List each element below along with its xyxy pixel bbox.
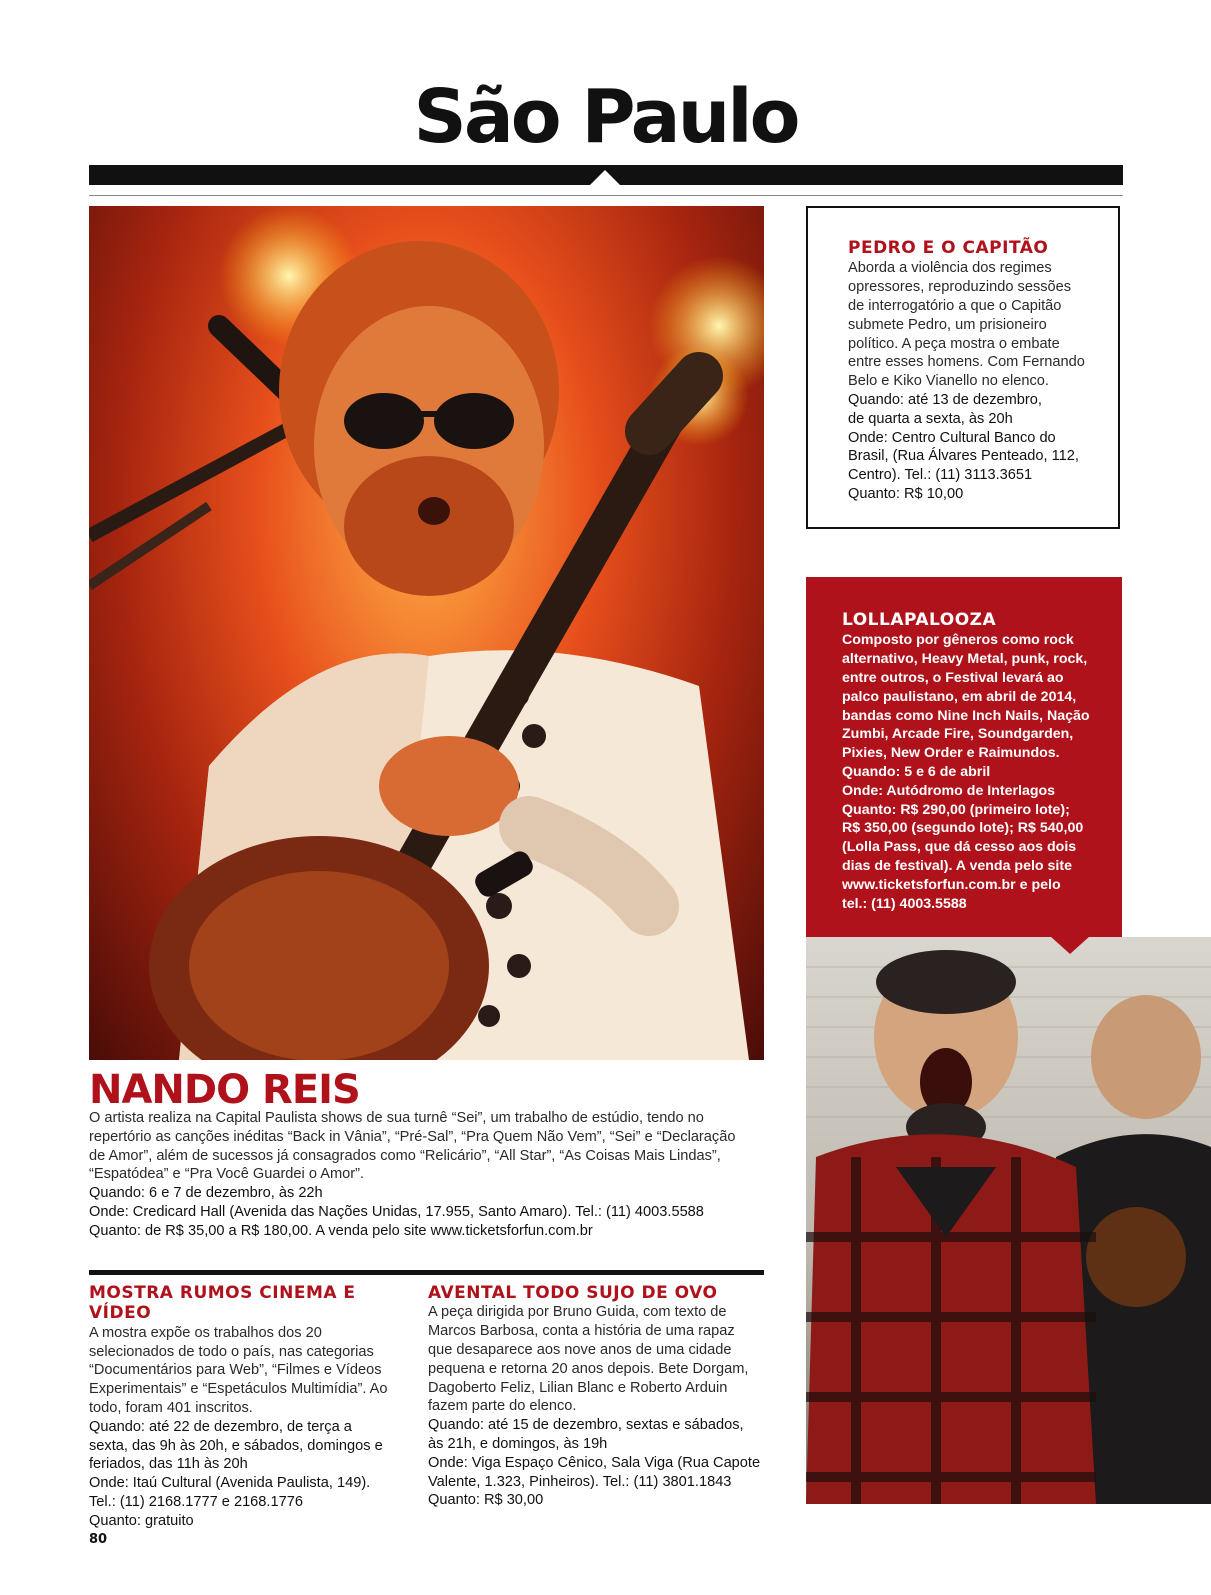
avental-info-line: Quando: até 15 de dezembro, sextas e sábados, [428, 1417, 744, 1434]
pedro-line: submete Pedro, um prisioneiro [848, 316, 1047, 333]
pedro-info-line: Quanto: R$ 10,00 [848, 485, 964, 502]
lolla-info-line: Quanto: R$ 290,00 (primeiro lote); [842, 801, 1070, 818]
lolla-info-line: (Lolla Pass, que dá cesso aos dois [842, 839, 1077, 856]
lolla-info-line: R$ 350,00 (segundo lote); R$ 540,00 [842, 820, 1084, 837]
lolla-line: alternativo, Heavy Metal, punk, rock, [842, 651, 1088, 668]
photo-singer-guitar [89, 206, 764, 1060]
pedro-heading: PEDRO E O CAPITÃO [848, 238, 1049, 258]
mostra-info-line: feriados, das 11h às 20h [89, 1456, 248, 1473]
lolla-line [842, 744, 1120, 763]
mostra-line: todo, foram 401 inscritos. [89, 1399, 253, 1416]
pedro-info-line: Brasil, (Rua Álvares Penteado, 112, [848, 448, 1079, 465]
avental-article [428, 1283, 773, 1510]
mostra-line: Experimentais” e “Espetáculos Multimídia”. Ao [89, 1381, 388, 1398]
pedro-line: opressores, reproduzindo sessões [848, 279, 1072, 296]
page-title: São Paulo [413, 74, 798, 160]
photo-band-illustration [806, 937, 1211, 1504]
mostra-info-line: Tel.: (11) 2168.1777 e 2168.1776 [89, 1493, 303, 1510]
mostra-heading: MOSTRA RUMOS CINEMA E VÍDEO [89, 1283, 356, 1324]
nando-line: de Amor”, além de sucessos já consagrados como “Relicário”, “All Star”, “As Coisas Mais Lindas”, [89, 1147, 721, 1164]
avental-line: fazem parte do elenco. [428, 1398, 577, 1415]
lolla-line: Zumbi, Arcade Fire, Soundgarden, [842, 726, 1074, 743]
pedro-article [848, 238, 1118, 504]
page-number: 80 [89, 1532, 108, 1547]
nando-line: repertório as canções inéditas “Back in Vânia”, “Pré-Sal”, “Pra Quem Não Vem”, “Sei” e “Declaração [89, 1128, 736, 1145]
mostra-info-line: sexta, das 9h às 20h, e sábados, domingos e [89, 1437, 383, 1454]
pedro-info-line: Quando: até 13 de dezembro, [848, 391, 1042, 408]
lolla-line: entre outros, o Festival levará ao [842, 669, 1064, 686]
avental-line: Marcos Barbosa, conta a história de uma rapaz [428, 1323, 735, 1340]
mostra-line: “Documentários para Web”, “Filmes e Vídeos [89, 1362, 382, 1379]
pedro-line: de interrogatório a que o Capitão [848, 297, 1062, 314]
mostra-line: A mostra expõe os trabalhos dos 20 [89, 1324, 322, 1341]
lolla-line: bandas como Nine Inch Nails, Nação [842, 707, 1090, 724]
nando-article [89, 1109, 769, 1241]
section-separator [89, 1270, 764, 1275]
nando-line: O artista realiza na Capital Paulista shows de sua turnê “Sei”, um trabalho de estúdio, tendo no [89, 1110, 704, 1126]
nando-info-line: Onde: Credicard Hall (Avenida das Nações Unidas, 17.955, Santo Amaro). Tel.: (11) 4003.5588 [89, 1203, 704, 1220]
lolla-info-line: tel.: (11) 4003.5588 [842, 895, 967, 912]
lolla-heading: LOLLAPALOOZA [842, 610, 997, 630]
mostra-info-line: Quando: até 22 de dezembro, de terça a [89, 1418, 352, 1435]
lolla-info-line: dias de festival). A venda pelo site [842, 857, 1072, 874]
pedro-info-line: Onde: Centro Cultural Banco do [848, 429, 1056, 446]
header-thin-rule [89, 195, 1123, 196]
nando-line: “Espatódea” e “Pra Você Guardei o Amor”. [89, 1166, 364, 1183]
header-rule-notch [589, 170, 621, 186]
lolla-line: palco paulistano, em abril de 2014, [842, 688, 1077, 705]
nando-heading: NANDO REIS [89, 1067, 360, 1113]
photo-singer-illustration [89, 206, 764, 1060]
lolla-article [842, 610, 1120, 913]
lolla-line: Composto por gêneros como rock [842, 632, 1074, 649]
avental-heading: AVENTAL TODO SUJO DE OVO [428, 1283, 718, 1303]
nando-info-line: Quanto: de R$ 35,00 a R$ 180,00. A venda pelo site www.ticketsforfun.com.br [89, 1222, 593, 1239]
lolla-info-line: Onde: Autódromo de Interlagos [842, 782, 1056, 799]
pedro-info-line: de quarta a sexta, às 20h [848, 410, 1013, 427]
pedro-line: político. A peça mostra o embate [848, 335, 1060, 352]
pedro-line: Aborda a violência dos regimes [848, 260, 1052, 277]
avental-info-line: às 21h, e domingos, às 19h [428, 1435, 608, 1452]
mostra-article [89, 1283, 419, 1531]
avental-info-line: Onde: Viga Espaço Cênico, Sala Viga (Rua Capote [428, 1454, 761, 1471]
lolla-raimundos: Raimundos. [978, 745, 1060, 762]
mostra-info-line: Onde: Itaú Cultural (Avenida Paulista, 149). [89, 1475, 371, 1492]
pedro-info-line: Centro). Tel.: (11) 3113.3651 [848, 467, 1033, 484]
lolla-box-pointer [1050, 936, 1090, 954]
avental-info-line: Valente, 1.323, Pinheiros). Tel.: (11) 3801.1843 [428, 1473, 732, 1490]
mostra-info-line: Quanto: gratuito [89, 1512, 194, 1529]
pedro-line: Belo e Kiko Vianello no elenco. [848, 373, 1049, 390]
avental-line: Dagoberto Feliz, Lilian Blanc e Roberto Arduin [428, 1379, 728, 1396]
lolla-line-text: Pixies, New Order e [842, 745, 979, 762]
pedro-line: entre esses homens. Com Fernando [848, 354, 1085, 371]
avental-info-line: Quanto: R$ 30,00 [428, 1492, 544, 1509]
lolla-info-line: www.ticketsforfun.com.br e pelo [842, 876, 1061, 893]
lolla-info-line: Quando: 5 e 6 de abril [842, 763, 991, 780]
photo-band-members [806, 937, 1211, 1504]
avental-line: pequena e retorna 20 anos depois. Bete Dorgam, [428, 1360, 749, 1377]
mostra-line: selecionados de todo o país, nas categorias [89, 1343, 374, 1360]
avental-line: que desaparece aos nove anos de uma cidade [428, 1341, 732, 1358]
nando-info-line: Quando: 6 e 7 de dezembro, às 22h [89, 1185, 323, 1202]
avental-line: A peça dirigida por Bruno Guida, com texto de [428, 1304, 727, 1321]
